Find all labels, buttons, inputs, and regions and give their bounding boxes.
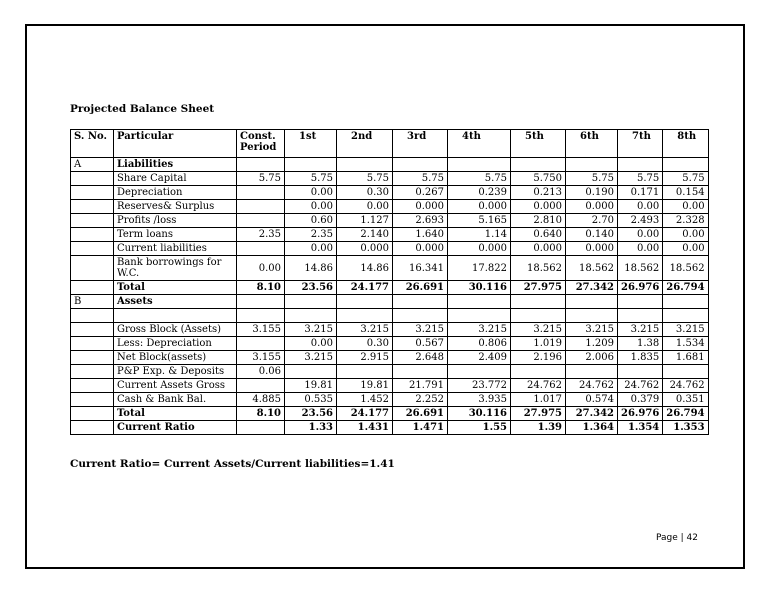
value-cell: 1.534 [663, 337, 708, 351]
particular-cell: Total [114, 281, 237, 295]
value-cell: 2.70 [566, 214, 618, 228]
value-cell: 1.38 [618, 337, 663, 351]
particular-cell: Total [114, 407, 237, 421]
value-cell: 2.35 [285, 228, 337, 242]
value-cell: 8.10 [237, 281, 285, 295]
particular-cell [114, 309, 237, 323]
value-cell [337, 365, 393, 379]
value-cell: 0.000 [393, 242, 448, 256]
value-cell: 0.140 [566, 228, 618, 242]
table-row [71, 200, 709, 214]
value-cell: 0.000 [448, 242, 511, 256]
value-cell: 0.574 [566, 393, 618, 407]
value-cell: 2.810 [511, 214, 566, 228]
value-cell: 1.835 [618, 351, 663, 365]
sno-cell [71, 242, 114, 256]
value-cell: 0.00 [663, 228, 708, 242]
value-cell: 2.648 [393, 351, 448, 365]
value-cell: 1.14 [448, 228, 511, 242]
value-cell [237, 337, 285, 351]
value-cell: 0.379 [618, 393, 663, 407]
header-cell: 2nd [337, 130, 393, 158]
value-cell: 14.86 [285, 256, 337, 281]
particular-cell: Depreciation [114, 186, 237, 200]
value-cell: 0.000 [448, 200, 511, 214]
value-cell [511, 309, 566, 323]
value-cell: 0.806 [448, 337, 511, 351]
value-cell [393, 295, 448, 309]
table-row [71, 393, 709, 407]
value-cell: 1.431 [337, 421, 393, 435]
value-cell: 0.351 [663, 393, 708, 407]
value-cell: 5.75 [663, 172, 708, 186]
sno-cell [71, 186, 114, 200]
value-cell: 26.976 [618, 281, 663, 295]
header-row [71, 130, 709, 158]
value-cell [337, 295, 393, 309]
sno-cell [71, 309, 114, 323]
value-cell: 2.493 [618, 214, 663, 228]
value-cell: 27.342 [566, 281, 618, 295]
value-cell [285, 158, 337, 172]
value-cell [618, 158, 663, 172]
value-cell: 0.06 [237, 365, 285, 379]
value-cell: 18.562 [618, 256, 663, 281]
sno-cell [71, 421, 114, 435]
value-cell: 0.00 [285, 337, 337, 351]
value-cell: 1.209 [566, 337, 618, 351]
page-title: Projected Balance Sheet [70, 103, 215, 115]
value-cell [448, 365, 511, 379]
table-row [71, 242, 709, 256]
sno-cell [71, 393, 114, 407]
value-cell: 0.640 [511, 228, 566, 242]
value-cell: 0.267 [393, 186, 448, 200]
value-cell: 3.215 [285, 323, 337, 337]
value-cell: 1.471 [393, 421, 448, 435]
value-cell: 0.535 [285, 393, 337, 407]
value-cell: 3.155 [237, 323, 285, 337]
value-cell: 1.354 [618, 421, 663, 435]
value-cell: 5.75 [566, 172, 618, 186]
value-cell: 24.762 [566, 379, 618, 393]
value-cell: 3.215 [511, 323, 566, 337]
sno-cell [71, 214, 114, 228]
value-cell: 16.341 [393, 256, 448, 281]
value-cell: 3.215 [285, 351, 337, 365]
value-cell: 17.822 [448, 256, 511, 281]
table-row [71, 323, 709, 337]
value-cell [663, 365, 708, 379]
value-cell: 1.019 [511, 337, 566, 351]
value-cell: 5.75 [285, 172, 337, 186]
value-cell: 24.177 [337, 281, 393, 295]
value-cell: 30.116 [448, 281, 511, 295]
value-cell: 18.562 [663, 256, 708, 281]
particular-cell: Current Ratio [114, 421, 237, 435]
value-cell: 0.30 [337, 337, 393, 351]
table-row [71, 158, 709, 172]
table-row [71, 295, 709, 309]
value-cell [566, 158, 618, 172]
value-cell: 8.10 [237, 407, 285, 421]
header-cell: 5th [511, 130, 566, 158]
value-cell [511, 365, 566, 379]
particular-cell: Share Capital [114, 172, 237, 186]
value-cell: 1.55 [448, 421, 511, 435]
value-cell [237, 295, 285, 309]
value-cell: 2.35 [237, 228, 285, 242]
particular-cell: Liabilities [114, 158, 237, 172]
table-row [71, 379, 709, 393]
table-row [71, 365, 709, 379]
value-cell: 1.127 [337, 214, 393, 228]
value-cell: 0.00 [285, 242, 337, 256]
value-cell: 14.86 [337, 256, 393, 281]
value-cell: 2.140 [337, 228, 393, 242]
value-cell: 0.00 [618, 228, 663, 242]
value-cell: 26.691 [393, 281, 448, 295]
value-cell: 0.00 [618, 200, 663, 214]
value-cell: 27.342 [566, 407, 618, 421]
page-number: Page | 42 [656, 533, 698, 543]
value-cell: 0.213 [511, 186, 566, 200]
header-cell: Particular [114, 130, 237, 158]
value-cell [448, 158, 511, 172]
sno-cell [71, 379, 114, 393]
table-row [71, 228, 709, 242]
value-cell: 24.762 [511, 379, 566, 393]
value-cell: 26.794 [663, 281, 708, 295]
value-cell [237, 309, 285, 323]
particular-cell: Reserves& Surplus [114, 200, 237, 214]
particular-cell: Current liabilities [114, 242, 237, 256]
value-cell: 18.562 [566, 256, 618, 281]
value-cell [618, 365, 663, 379]
particular-cell: Less: Depreciation [114, 337, 237, 351]
balance-sheet-table [70, 129, 709, 435]
particular-cell: Assets [114, 295, 237, 309]
value-cell [448, 295, 511, 309]
header-cell: Const. Period [237, 130, 285, 158]
value-cell: 0.00 [285, 200, 337, 214]
value-cell [566, 365, 618, 379]
value-cell: 1.353 [663, 421, 708, 435]
value-cell: 2.006 [566, 351, 618, 365]
value-cell: 0.154 [663, 186, 708, 200]
value-cell: 26.691 [393, 407, 448, 421]
value-cell: 0.000 [393, 200, 448, 214]
value-cell: 3.155 [237, 351, 285, 365]
value-cell: 19.81 [337, 379, 393, 393]
value-cell [237, 421, 285, 435]
value-cell: 2.196 [511, 351, 566, 365]
header-cell: 4th [448, 130, 511, 158]
value-cell: 23.56 [285, 407, 337, 421]
value-cell: 27.975 [511, 407, 566, 421]
value-cell [237, 186, 285, 200]
value-cell: 26.976 [618, 407, 663, 421]
value-cell [393, 309, 448, 323]
value-cell: 1.017 [511, 393, 566, 407]
value-cell: 3.935 [448, 393, 511, 407]
sno-cell [71, 172, 114, 186]
value-cell: 3.215 [618, 323, 663, 337]
table-row [71, 421, 709, 435]
value-cell: 0.000 [566, 242, 618, 256]
value-cell [663, 295, 708, 309]
table-row [71, 281, 709, 295]
value-cell: 24.762 [618, 379, 663, 393]
value-cell: 3.215 [566, 323, 618, 337]
header-cell: 6th [566, 130, 618, 158]
particular-cell: Profits /loss [114, 214, 237, 228]
value-cell [237, 200, 285, 214]
value-cell: 23.56 [285, 281, 337, 295]
header-cell: 8th [663, 130, 708, 158]
value-cell: 0.00 [337, 200, 393, 214]
value-cell [566, 309, 618, 323]
value-cell: 21.791 [393, 379, 448, 393]
value-cell: 0.30 [337, 186, 393, 200]
value-cell: 5.75 [393, 172, 448, 186]
sno-cell [71, 281, 114, 295]
sno-cell [71, 407, 114, 421]
value-cell: 26.794 [663, 407, 708, 421]
value-cell [285, 309, 337, 323]
table-row [71, 407, 709, 421]
value-cell: 1.452 [337, 393, 393, 407]
particular-cell: Term loans [114, 228, 237, 242]
sno-cell [71, 228, 114, 242]
sno-cell [71, 365, 114, 379]
value-cell: 0.239 [448, 186, 511, 200]
value-cell: 0.00 [663, 200, 708, 214]
value-cell: 5.75 [337, 172, 393, 186]
value-cell [663, 158, 708, 172]
value-cell [237, 158, 285, 172]
value-cell: 0.60 [285, 214, 337, 228]
value-cell: 3.215 [393, 323, 448, 337]
particular-cell: Current Assets Gross [114, 379, 237, 393]
value-cell: 0.00 [663, 242, 708, 256]
particular-cell: P&P Exp. & Deposits [114, 365, 237, 379]
value-cell: 4.885 [237, 393, 285, 407]
value-cell: 0.00 [237, 256, 285, 281]
value-cell: 2.252 [393, 393, 448, 407]
value-cell [337, 309, 393, 323]
value-cell [448, 309, 511, 323]
sno-cell [71, 337, 114, 351]
value-cell: 1.681 [663, 351, 708, 365]
value-cell: 0.000 [566, 200, 618, 214]
particular-cell: Bank borrowings for W.C. [114, 256, 237, 281]
header-cell: S. No. [71, 130, 114, 158]
particular-cell: Cash & Bank Bal. [114, 393, 237, 407]
value-cell [285, 295, 337, 309]
value-cell [393, 365, 448, 379]
value-cell: 0.00 [618, 242, 663, 256]
value-cell [618, 309, 663, 323]
current-ratio-note: Current Ratio= Current Assets/Current liabilities=1.41 [70, 458, 395, 470]
value-cell: 0.171 [618, 186, 663, 200]
table-row [71, 256, 709, 281]
value-cell [285, 365, 337, 379]
value-cell [237, 214, 285, 228]
sno-cell [71, 323, 114, 337]
value-cell: 2.409 [448, 351, 511, 365]
value-cell: 3.215 [337, 323, 393, 337]
value-cell [393, 158, 448, 172]
table-row [71, 309, 709, 323]
value-cell: 1.640 [393, 228, 448, 242]
value-cell: 2.328 [663, 214, 708, 228]
value-cell: 30.116 [448, 407, 511, 421]
value-cell: 5.750 [511, 172, 566, 186]
table-row [71, 214, 709, 228]
value-cell: 3.215 [448, 323, 511, 337]
table-row [71, 172, 709, 186]
value-cell: 2.915 [337, 351, 393, 365]
sno-cell: A [71, 158, 114, 172]
sno-cell [71, 200, 114, 214]
sno-cell: B [71, 295, 114, 309]
header-cell: 7th [618, 130, 663, 158]
value-cell [663, 309, 708, 323]
value-cell: 27.975 [511, 281, 566, 295]
value-cell: 5.165 [448, 214, 511, 228]
value-cell: 5.75 [448, 172, 511, 186]
table-row [71, 351, 709, 365]
value-cell: 0.000 [337, 242, 393, 256]
value-cell: 1.39 [511, 421, 566, 435]
value-cell: 18.562 [511, 256, 566, 281]
value-cell [337, 158, 393, 172]
header-cell: 3rd [393, 130, 448, 158]
particular-cell: Gross Block (Assets) [114, 323, 237, 337]
value-cell: 3.215 [663, 323, 708, 337]
value-cell: 1.364 [566, 421, 618, 435]
value-cell: 0.567 [393, 337, 448, 351]
value-cell: 0.00 [285, 186, 337, 200]
value-cell [511, 295, 566, 309]
value-cell [237, 242, 285, 256]
value-cell: 0.190 [566, 186, 618, 200]
sno-cell [71, 351, 114, 365]
value-cell [566, 295, 618, 309]
value-cell: 0.000 [511, 200, 566, 214]
value-cell: 24.177 [337, 407, 393, 421]
value-cell: 2.693 [393, 214, 448, 228]
table-row [71, 337, 709, 351]
value-cell [618, 295, 663, 309]
value-cell: 5.75 [618, 172, 663, 186]
value-cell: 0.000 [511, 242, 566, 256]
sno-cell [71, 256, 114, 281]
value-cell: 24.762 [663, 379, 708, 393]
value-cell: 5.75 [237, 172, 285, 186]
particular-cell: Net Block(assets) [114, 351, 237, 365]
value-cell: 23.772 [448, 379, 511, 393]
value-cell: 19.81 [285, 379, 337, 393]
value-cell [511, 158, 566, 172]
header-cell: 1st [285, 130, 337, 158]
value-cell: 1.33 [285, 421, 337, 435]
value-cell [237, 379, 285, 393]
table-row [71, 186, 709, 200]
